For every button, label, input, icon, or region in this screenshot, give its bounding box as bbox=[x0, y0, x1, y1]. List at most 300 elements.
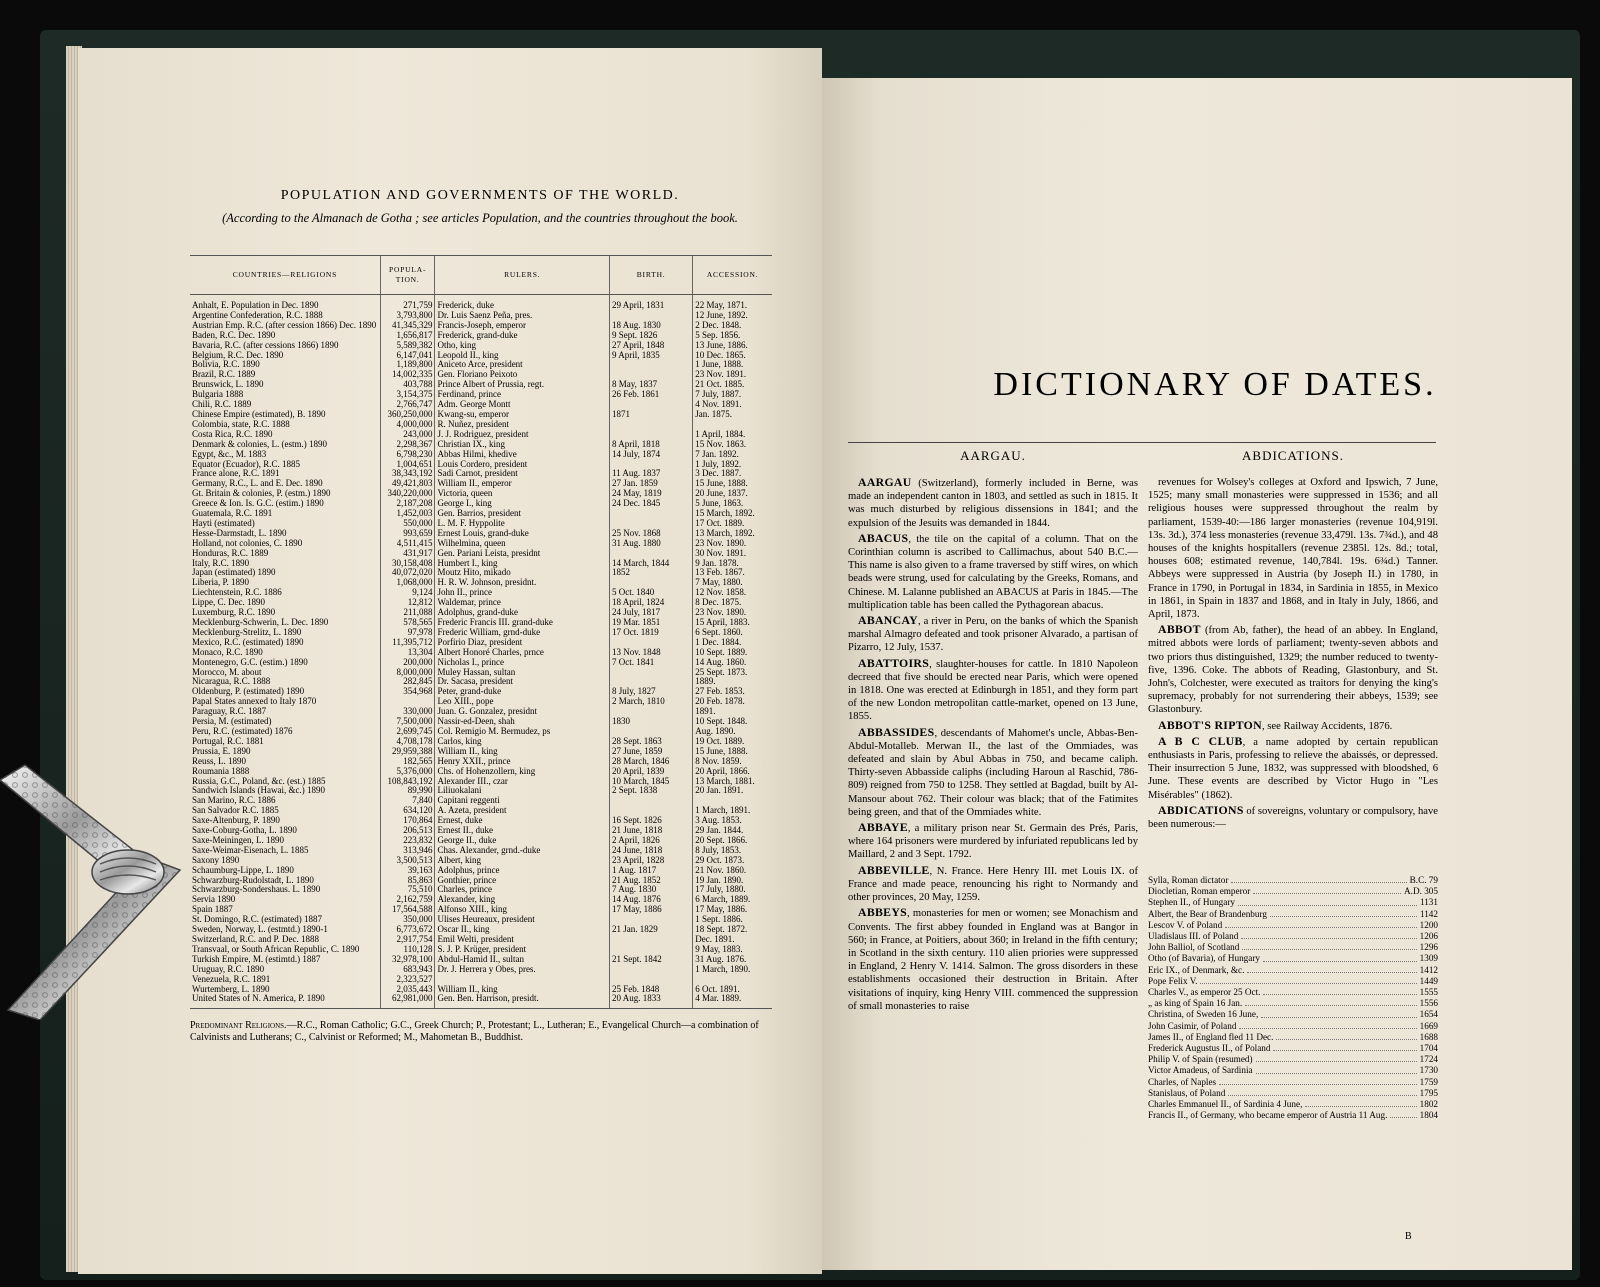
table-cell: 7 Jan. 1892. bbox=[693, 450, 772, 460]
table-cell: Japan (estimated) 1890 bbox=[192, 568, 276, 578]
table-cell bbox=[609, 975, 692, 985]
table-cell: 271,759 bbox=[380, 295, 435, 311]
abdication-row bbox=[1148, 875, 1438, 886]
table-cell: 7,500,000 bbox=[380, 717, 435, 727]
entry-headword: ABACUS bbox=[858, 530, 909, 545]
table-cell: Hesse-Darmstadt, L. 1890 bbox=[192, 528, 287, 538]
table-cell: Carlos, king bbox=[435, 737, 610, 747]
entry-headword: ABANCAY bbox=[858, 613, 919, 628]
table-cell: Mexico, R.C. (estimated) 1890 bbox=[192, 637, 304, 647]
table-cell: Uruguay, R.C. 1890 bbox=[192, 964, 265, 974]
abdication-year: 1131 bbox=[1419, 897, 1438, 908]
table-cell: 18 April, 1824 bbox=[609, 598, 692, 608]
table-cell: 9 April, 1835 bbox=[609, 351, 692, 361]
leader-dots bbox=[1263, 987, 1416, 995]
table-cell: Adm. George Montt bbox=[435, 400, 610, 410]
table-cell: Chinese Empire (estimated), B. 1890 bbox=[192, 409, 326, 419]
entry-headword: ABBAYE bbox=[858, 820, 908, 835]
table-cell: L. M. F. Hyppolite bbox=[435, 519, 610, 529]
table-cell: 8 July, 1827 bbox=[609, 687, 692, 697]
table-cell: A. Azeta, president bbox=[435, 806, 610, 816]
table-row bbox=[190, 321, 772, 331]
table-cell: Chs. of Hohenzollern, king bbox=[435, 767, 610, 777]
table-cell: 3 Aug. 1853. bbox=[693, 816, 772, 826]
table-cell: 5,376,000 bbox=[380, 767, 435, 777]
table-row bbox=[190, 370, 772, 380]
table-row bbox=[190, 737, 772, 747]
table-cell: Ulises Heureaux, president bbox=[435, 915, 610, 925]
dictionary-entry bbox=[848, 821, 1138, 862]
table-cell bbox=[609, 370, 692, 380]
abdication-row bbox=[1148, 1065, 1438, 1076]
table-cell: Mecklenburg-Strelitz, L. 1890 bbox=[192, 627, 302, 637]
table-cell: 1 Dec. 1884. bbox=[693, 638, 772, 648]
abdication-name: Sylla, Roman dictator bbox=[1148, 875, 1229, 885]
table-cell: Leo XIII., pope bbox=[435, 697, 610, 707]
abdication-year: 1309 bbox=[1419, 953, 1438, 964]
table-cell: 5 Sep. 1856. bbox=[693, 331, 772, 341]
table-cell: 15 April, 1883. bbox=[693, 618, 772, 628]
table-cell: 29 Oct. 1873. bbox=[693, 856, 772, 866]
table-row bbox=[190, 568, 772, 578]
table-cell: 110,128 bbox=[380, 945, 435, 955]
table-cell: 12,812 bbox=[380, 598, 435, 608]
table-row bbox=[190, 311, 772, 321]
abdication-row bbox=[1148, 931, 1438, 942]
table-cell: 13,304 bbox=[380, 648, 435, 658]
leader-dots bbox=[1256, 1065, 1417, 1073]
table-cell: Persia, M. (estimated) bbox=[192, 717, 272, 727]
table-cell: 8,000,000 bbox=[380, 668, 435, 678]
entry-headword: ABATTOIRS bbox=[858, 655, 930, 670]
table-header-cell: POPULA-TION. bbox=[380, 256, 435, 295]
table-cell: Emil Welti, president bbox=[435, 935, 610, 945]
abdication-name: Lescov V. of Poland bbox=[1148, 919, 1223, 930]
table-cell: 170,864 bbox=[380, 816, 435, 826]
table-cell: Francis-Joseph, emperor bbox=[435, 321, 610, 331]
table-cell: 4,708,178 bbox=[380, 737, 435, 747]
running-head-right: ABDICATIONS. bbox=[1242, 448, 1344, 463]
entry-headword: ABBASSIDES bbox=[858, 724, 935, 739]
entry-text: , a river in Peru, on the banks of which the Spanish marshal Almagro defeated and took prisoner Alvarado, a partisan of Pizarro, 12 July, 1537. bbox=[848, 616, 1138, 654]
table-row bbox=[190, 460, 772, 470]
table-row bbox=[190, 341, 772, 351]
table-cell bbox=[609, 638, 692, 648]
abdication-name: Charles V., as emperor 25 Oct. bbox=[1148, 987, 1261, 998]
table-cell: Kwang-su, emperor bbox=[435, 410, 610, 420]
abdication-name: Frederick Augustus II., of Poland bbox=[1148, 1043, 1271, 1054]
table-row bbox=[190, 440, 772, 450]
table-cell: 223,832 bbox=[380, 836, 435, 846]
table-cell: Adolphus, prince bbox=[435, 866, 610, 876]
table-cell: Baden, R.C. Dec. 1890 bbox=[192, 330, 276, 340]
table-cell: 2 Sept. 1838 bbox=[609, 786, 692, 796]
table-cell: Liberia, P. 1890 bbox=[192, 578, 249, 588]
table-cell: 211,088 bbox=[380, 608, 435, 618]
table-cell: Anhalt, E. Population in Dec. 1890 bbox=[192, 300, 319, 310]
table-cell: Dr. Sacasa, president bbox=[435, 677, 610, 687]
table-cell: Gen. Ben. Harrison, presidt. bbox=[435, 994, 610, 1008]
table-cell: 31 Aug. 1876. bbox=[693, 955, 772, 965]
abdication-year: 1669 bbox=[1419, 1020, 1438, 1031]
table-row bbox=[190, 489, 772, 499]
entry-headword: AARGAU bbox=[858, 475, 912, 489]
abdication-row bbox=[1148, 1077, 1438, 1088]
table-cell: 1 Sept. 1886. bbox=[693, 915, 772, 925]
table-row bbox=[190, 578, 772, 588]
table-cell: France alone, R.C. 1891 bbox=[192, 469, 280, 479]
table-cell: 2,187,208 bbox=[380, 499, 435, 509]
table-row bbox=[190, 747, 772, 757]
entry-headword: ABDICATIONS bbox=[1158, 802, 1244, 817]
table-cell: Schwarzburg-Sondershaus. L. 1890 bbox=[192, 885, 321, 895]
table-cell: 1 April, 1884. bbox=[693, 430, 772, 440]
table-cell: 24 Dec. 1845 bbox=[609, 499, 692, 509]
table-cell: Portugal, R.C. 1881 bbox=[192, 736, 264, 746]
table-cell: 4 Nov. 1891. bbox=[693, 400, 772, 410]
entry-text: of sovereigns, voluntary or compulsory, have been numerous:— bbox=[1148, 805, 1438, 831]
table-cell: Moutz Hito, mikado bbox=[435, 568, 610, 578]
table-cell: 9 Sept. 1826 bbox=[609, 331, 692, 341]
table-cell: Ernest II., duke bbox=[435, 826, 610, 836]
signature-mark: B bbox=[1405, 1231, 1412, 1242]
table-cell: Dec. 1891. bbox=[693, 935, 772, 945]
abdication-row bbox=[1148, 897, 1438, 908]
table-cell: 23 Nov. 1890. bbox=[693, 539, 772, 549]
leader-dots bbox=[1242, 942, 1416, 950]
table-cell: 6,147,041 bbox=[380, 351, 435, 361]
table-cell: William II., emperor bbox=[435, 479, 610, 489]
table-cell: 23 April, 1828 bbox=[609, 856, 692, 866]
entry-headword: ABBOT bbox=[1158, 622, 1201, 637]
table-cell bbox=[609, 965, 692, 975]
leader-dots bbox=[1261, 1009, 1416, 1017]
table-cell: 2 Dec. 1848. bbox=[693, 321, 772, 331]
table-cell: 1,452,003 bbox=[380, 509, 435, 519]
table-cell: Saxony 1890 bbox=[192, 855, 240, 865]
table-cell: Argentine Confederation, R.C. 1888 bbox=[192, 310, 323, 320]
table-header-row bbox=[190, 256, 772, 295]
entry-text: , slaughter-houses for cattle. In 1810 Napoleon decreed that five should be erected near Paris, which were opened in 1818. One was erected at Edinburgh in 1851, and they form part of the new London metropolitan cattle-market, opened on 13 June, 1855. bbox=[848, 658, 1138, 723]
table-cell: Frederic Francis III. grand-duke bbox=[435, 618, 610, 628]
abdication-name: Albert, the Bear of Brandenburg bbox=[1148, 908, 1267, 919]
table-row bbox=[190, 598, 772, 608]
abdication-row bbox=[1148, 1021, 1438, 1032]
table-cell: 15 June, 1888. bbox=[693, 479, 772, 489]
table-cell: Holland, not colonies, C. 1890 bbox=[192, 538, 303, 548]
footnote-label: Predominant Religions. bbox=[190, 1020, 287, 1031]
table-cell: 25 Feb. 1848 bbox=[609, 985, 692, 995]
table-cell: 16 Sept. 1826 bbox=[609, 816, 692, 826]
abdication-year: A.D. 305 bbox=[1404, 886, 1438, 897]
table-cell: Henry XXII., prince bbox=[435, 757, 610, 767]
table-row bbox=[190, 648, 772, 658]
table-cell: Humbert I., king bbox=[435, 559, 610, 569]
table-cell: 14 Aug. 1860. bbox=[693, 658, 772, 668]
table-cell: 97,978 bbox=[380, 628, 435, 638]
abdication-row bbox=[1148, 998, 1438, 1009]
table-row bbox=[190, 410, 772, 420]
abdication-name: Charles, of Naples bbox=[1148, 1076, 1217, 1087]
abdication-year: 1142 bbox=[1419, 908, 1438, 919]
table-cell: 21 Aug. 1852 bbox=[609, 876, 692, 886]
table-cell: 14,002,335 bbox=[380, 370, 435, 380]
table-row bbox=[190, 677, 772, 687]
abdication-row bbox=[1148, 886, 1438, 897]
table-cell: 19 Jan. 1890. bbox=[693, 876, 772, 886]
table-cell: Luxemburg, R.C. 1890 bbox=[192, 608, 276, 618]
table-cell: 2,699,745 bbox=[380, 727, 435, 737]
table-cell: 21 Jan. 1829 bbox=[609, 925, 692, 935]
table-cell: 17 May, 1886 bbox=[609, 905, 692, 915]
table-cell: Guatemala, R.C. 1891 bbox=[192, 509, 273, 519]
table-cell: 993,659 bbox=[380, 529, 435, 539]
table-cell: Waldemar, prince bbox=[435, 598, 610, 608]
table-cell: John II., prince bbox=[435, 588, 610, 598]
table-cell: Sadi Carnot, president bbox=[435, 469, 610, 479]
table-cell: 25 Nov. 1868 bbox=[609, 529, 692, 539]
abdication-year: 1200 bbox=[1419, 919, 1438, 930]
table-cell: 28 Sept. 1863 bbox=[609, 737, 692, 747]
abdication-name: James II., of England fled 11 Dec. bbox=[1148, 1031, 1274, 1042]
table-cell: 360,250,000 bbox=[380, 410, 435, 420]
table-cell bbox=[609, 360, 692, 370]
table-cell: 4,000,000 bbox=[380, 420, 435, 430]
table-cell bbox=[609, 460, 692, 470]
dictionary-entry bbox=[848, 476, 1138, 530]
leader-dots bbox=[1263, 953, 1417, 961]
table-cell: 7,840 bbox=[380, 796, 435, 806]
table-cell bbox=[693, 420, 772, 430]
table-cell: 8 April, 1818 bbox=[609, 440, 692, 450]
table-cell: United States of N. America, P. 1890 bbox=[190, 994, 380, 1008]
population-title: POPULATION AND GOVERNMENTS OF THE WORLD. bbox=[280, 188, 680, 203]
table-cell: Germany, R.C., L. and E. Dec. 1890 bbox=[192, 479, 323, 489]
table-cell bbox=[609, 727, 692, 737]
abdication-row bbox=[1148, 987, 1438, 998]
table-cell: Nicholas I., prince bbox=[435, 658, 610, 668]
table-cell: 6 Oct. 1891. bbox=[693, 985, 772, 995]
table-cell: Nassir-ed-Deen, shah bbox=[435, 717, 610, 727]
table-cell: 26 Feb. 1861 bbox=[609, 390, 692, 400]
table-cell: Gonthier, prince bbox=[435, 876, 610, 886]
table-cell: 2 March, 1810 bbox=[609, 697, 692, 707]
table-cell: 1 June, 1888. bbox=[693, 360, 772, 370]
table-cell: 10 March, 1845 bbox=[609, 777, 692, 787]
table-cell: 21 June, 1818 bbox=[609, 826, 692, 836]
table-cell: Mecklenburg-Schwerin, L. Dec. 1890 bbox=[192, 618, 329, 627]
abdication-year: 1449 bbox=[1419, 975, 1438, 986]
table-row bbox=[190, 707, 772, 717]
table-row bbox=[190, 420, 772, 430]
table-cell: 3 Dec. 1887. bbox=[693, 469, 772, 479]
dictionary-entry bbox=[1148, 804, 1438, 831]
table-cell: 2,323,527 bbox=[380, 975, 435, 985]
table-row bbox=[190, 658, 772, 668]
table-cell: 27 April, 1848 bbox=[609, 341, 692, 351]
table-cell: Alexander III., czar bbox=[435, 777, 610, 787]
table-cell: Lippe, C. Dec. 1890 bbox=[192, 598, 265, 608]
table-cell bbox=[435, 975, 610, 985]
table-cell: 49,421,803 bbox=[380, 479, 435, 489]
table-cell: Oldenburg, P. (estimated) 1890 bbox=[192, 687, 305, 697]
abdication-name: Pope Felix V. bbox=[1148, 975, 1198, 986]
table-cell: 32,978,100 bbox=[380, 955, 435, 965]
table-row bbox=[190, 390, 772, 400]
table-cell: 403,788 bbox=[380, 380, 435, 390]
table-cell: Prince Albert of Prussia, regt. bbox=[435, 380, 610, 390]
table-cell: Dr. J. Herrera y Obes, pres. bbox=[435, 965, 610, 975]
abdication-name: Philip V. of Spain (resumed) bbox=[1148, 1054, 1253, 1065]
table-cell: Greece & Ion. Is. G.C. (estim.) 1890 bbox=[192, 499, 324, 509]
table-cell: 13 March, 1892. bbox=[693, 529, 772, 539]
leader-dots bbox=[1241, 931, 1416, 939]
table-cell: 18 Sept. 1872. bbox=[693, 925, 772, 935]
dictionary-entry bbox=[1148, 476, 1438, 621]
table-cell: Schwarzburg-Rudolstadt, L. 1890 bbox=[192, 875, 314, 885]
table-cell: Papal States annexed to Italy 1870 bbox=[192, 697, 317, 707]
table-cell: Muley Hassan, sultan bbox=[435, 668, 610, 678]
table-cell: Adolphus, grand-duke bbox=[435, 608, 610, 618]
table-cell: Egypt, &c., M. 1883 bbox=[192, 449, 267, 459]
leader-dots bbox=[1276, 1032, 1416, 1040]
table-cell: Paraguay, R.C. 1887 bbox=[192, 707, 267, 717]
abdication-name: Francis II., of Germany, who became emperor of Austria 11 Aug. bbox=[1148, 1110, 1388, 1121]
table-cell: 22 May, 1871. bbox=[693, 295, 772, 311]
table-cell: Alexander, king bbox=[435, 895, 610, 905]
table-cell: 89,990 bbox=[380, 786, 435, 796]
table-cell: George II., duke bbox=[435, 836, 610, 846]
table-cell: Venezuela, R.C. 1891 bbox=[192, 974, 271, 984]
table-cell: 10 Sept. 1889. bbox=[693, 648, 772, 658]
table-header-cell: RULERS. bbox=[435, 256, 610, 295]
table-cell: 1 March, 1890. bbox=[693, 965, 772, 975]
table-cell: Otho, king bbox=[435, 341, 610, 351]
abdication-year: 1704 bbox=[1419, 1043, 1438, 1054]
table-cell: 5,589,382 bbox=[380, 341, 435, 351]
table-cell: 206,513 bbox=[380, 826, 435, 836]
table-row bbox=[190, 519, 772, 529]
table-cell: 30 Nov. 1891. bbox=[693, 549, 772, 559]
table-cell: Aniceto Arce, president bbox=[435, 360, 610, 370]
table-cell: Denmark & colonies, L. (estm.) 1890 bbox=[192, 439, 327, 449]
table-cell: 1,189,800 bbox=[380, 360, 435, 370]
abdication-year: 1688 bbox=[1419, 1031, 1438, 1042]
table-cell: Frederick, duke bbox=[435, 295, 610, 311]
leader-dots bbox=[1247, 965, 1416, 973]
table-cell: Turkish Empire, M. (estimtd.) 1887 bbox=[192, 954, 321, 964]
abdication-row bbox=[1148, 942, 1438, 953]
table-cell: 20 April, 1839 bbox=[609, 767, 692, 777]
text-column-right bbox=[1148, 476, 1438, 833]
table-cell: 17 May, 1886. bbox=[693, 905, 772, 915]
table-cell: Alfonso XIII., king bbox=[435, 905, 610, 915]
entry-headword: ABBOT'S RIPTON bbox=[1158, 717, 1262, 732]
dictionary-entry bbox=[1148, 735, 1438, 802]
entry-headword: ABBEVILLE bbox=[858, 862, 930, 877]
leader-dots bbox=[1270, 909, 1417, 917]
table-cell bbox=[609, 796, 692, 806]
table-cell: 29,959,388 bbox=[380, 747, 435, 757]
text-column-left bbox=[848, 476, 1138, 1015]
table-cell: 24 July, 1817 bbox=[609, 608, 692, 618]
table-cell: 17 July, 1880. bbox=[693, 885, 772, 895]
leader-dots bbox=[1231, 875, 1406, 883]
abdication-year: 1724 bbox=[1419, 1054, 1438, 1065]
table-cell: Italy, R.C. 1890 bbox=[192, 558, 250, 568]
table-row bbox=[190, 618, 772, 628]
table-cell: Peter, grand-duke bbox=[435, 687, 610, 697]
table-row bbox=[190, 588, 772, 598]
table-cell: 182,565 bbox=[380, 757, 435, 767]
table-cell: 6 Sept. 1860. bbox=[693, 628, 772, 638]
table-cell: 1,656,817 bbox=[380, 331, 435, 341]
abdication-name: Victor Amadeus, of Sardinia bbox=[1148, 1065, 1253, 1076]
table-cell: 10 Sept. 1848. bbox=[693, 717, 772, 727]
table-row bbox=[190, 450, 772, 460]
table-cell: 7 Aug. 1830 bbox=[609, 885, 692, 895]
table-cell: Abdul-Hamid II., sultan bbox=[435, 955, 610, 965]
table-cell: 9 May, 1883. bbox=[693, 945, 772, 955]
table-cell: Prussia, E. 1890 bbox=[192, 746, 251, 756]
table-cell: 2,917,754 bbox=[380, 935, 435, 945]
table-cell: 11,395,712 bbox=[380, 638, 435, 648]
table-cell: Monaco, R.C. 1890 bbox=[192, 647, 263, 657]
table-cell: Wurtemberg, L. 1890 bbox=[192, 984, 270, 994]
table-cell: George I., king bbox=[435, 499, 610, 509]
table-cell: 40,072,020 bbox=[380, 568, 435, 578]
table-row bbox=[190, 499, 772, 509]
table-cell: 8 July, 1853. bbox=[693, 846, 772, 856]
abdication-name: Uladislaus III. of Poland bbox=[1148, 931, 1239, 942]
table-cell: 15 Nov. 1863. bbox=[693, 440, 772, 450]
table-cell: Frederic William, grnd-duke bbox=[435, 628, 610, 638]
table-cell: William II., king bbox=[435, 747, 610, 757]
table-cell: Costa Rica, R.C. 1890 bbox=[192, 429, 273, 439]
table-cell: 12 June, 1892. bbox=[693, 311, 772, 321]
table-row bbox=[190, 687, 772, 697]
table-cell: 7 May, 1880. bbox=[693, 578, 772, 588]
table-cell: 12 Nov. 1858. bbox=[693, 588, 772, 598]
table-header-cell: COUNTRIES—RELIGIONS bbox=[190, 256, 380, 295]
table-cell: 29 April, 1831 bbox=[609, 295, 692, 311]
table-cell: St. Domingo, R.C. (estimated) 1887 bbox=[192, 915, 322, 925]
table-cell: 39,163 bbox=[380, 866, 435, 876]
leader-dots bbox=[1238, 897, 1417, 905]
table-cell: Bavaria, R.C. (after cessions 1866) 1890 bbox=[192, 340, 339, 350]
table-cell: 25 Sept. 1873. bbox=[693, 668, 772, 678]
table-cell: 282,845 bbox=[380, 677, 435, 687]
entry-text: , see Railway Accidents, 1876. bbox=[1261, 720, 1393, 732]
table-cell: 27 Jan. 1859 bbox=[609, 479, 692, 489]
table-cell: Jan. 1875. bbox=[693, 410, 772, 420]
table-cell: 14 July, 1874 bbox=[609, 450, 692, 460]
table-cell: 20 April, 1866. bbox=[693, 767, 772, 777]
table-cell: 62,981,000 bbox=[380, 994, 435, 1008]
table-row bbox=[190, 628, 772, 638]
table-cell: 313,946 bbox=[380, 846, 435, 856]
table-cell: Ernest, duke bbox=[435, 816, 610, 826]
table-cell: Peru, R.C. (estimated) 1876 bbox=[192, 726, 293, 736]
table-cell: Ernest Louis, grand-duke bbox=[435, 529, 610, 539]
abdication-row bbox=[1148, 1099, 1438, 1110]
table-cell: 1 July, 1892. bbox=[693, 460, 772, 470]
table-cell: J. J. Rodriguez, president bbox=[435, 430, 610, 440]
table-cell bbox=[609, 668, 692, 678]
abdication-name: John Balliol, of Scotland bbox=[1148, 942, 1240, 953]
table-cell: Nicaragua, R.C. 1888 bbox=[192, 677, 271, 687]
abdication-row bbox=[1148, 909, 1438, 920]
